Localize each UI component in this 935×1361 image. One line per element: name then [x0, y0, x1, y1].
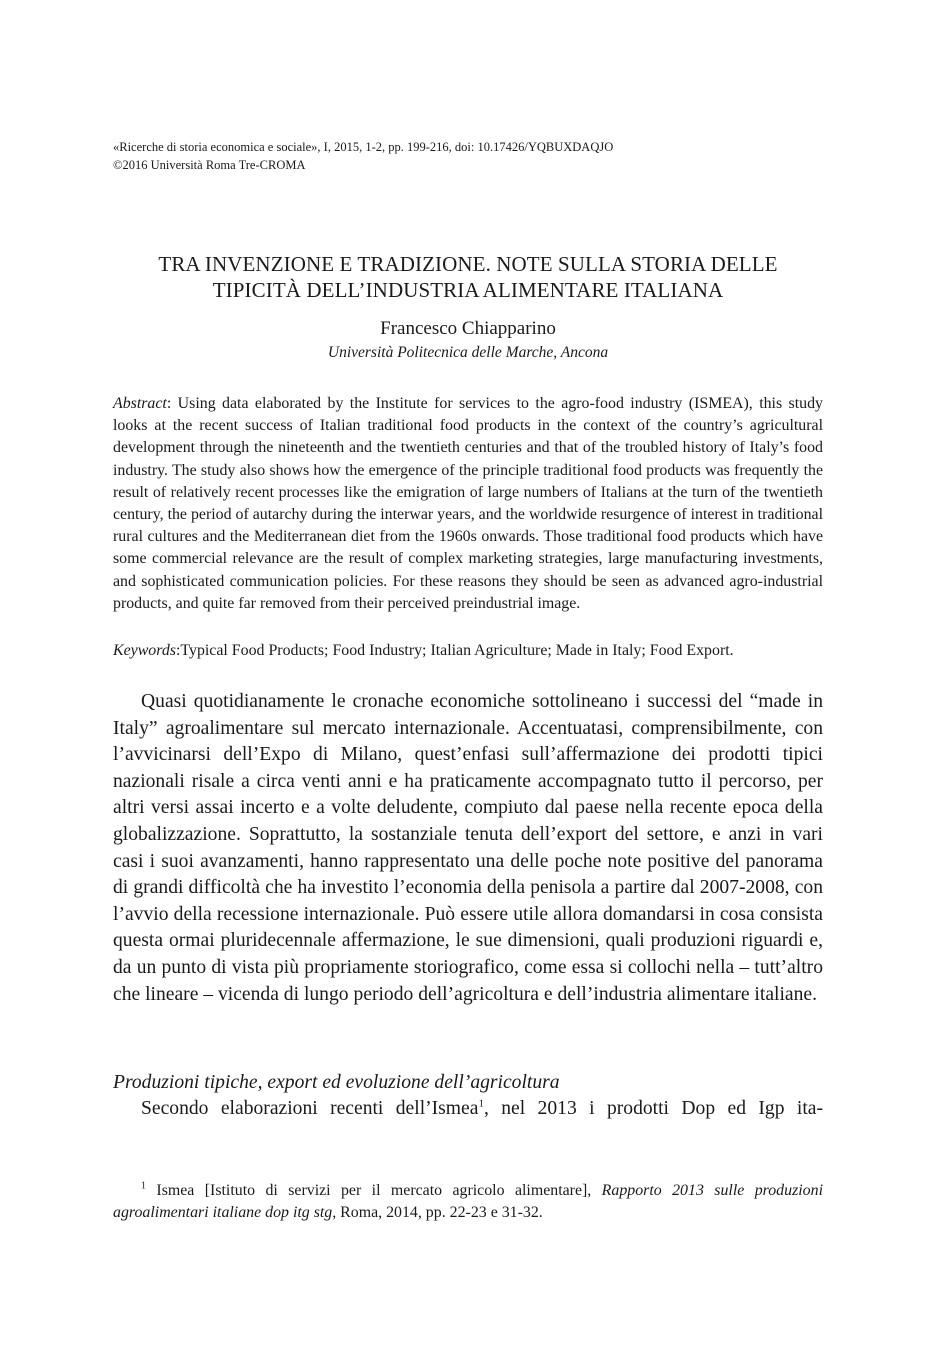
abstract-label: Abstract — [113, 395, 167, 412]
journal-header — [113, 138, 823, 174]
paragraph-2-text-continued: , nel 2013 i prodotti Dop ed Igp ita- — [483, 1098, 823, 1119]
title-line-2: TIPICITÀ DELL’INDUSTRIA ALIMENTARE ITALIANA — [212, 278, 724, 302]
footnote-text-end: , Roma, 2014, pp. 22-23 e 31-32. — [332, 1204, 543, 1222]
title-line-1: TRA INVENZIONE E TRADIZIONE. NOTE SULLA STORIA DELLE — [158, 252, 778, 276]
footnote-reference: 1 — [478, 1097, 484, 1110]
paragraph-2-text: Secondo elaborazioni recenti dell’Ismea — [141, 1098, 479, 1119]
body-paragraph-2 — [113, 1096, 823, 1123]
footnote — [113, 1180, 823, 1225]
citation-line: «Ricerche di storia economica e sociale», I, 2015, 1-2, pp. 199-216, doi: 10.17426/YQBUXDAQJO — [113, 140, 614, 154]
keywords — [113, 640, 823, 662]
keywords-label: Keywords — [113, 642, 176, 659]
author-name: Francesco Chiapparino — [380, 318, 556, 339]
footnote-marker: 1 — [141, 1180, 146, 1192]
body-paragraph-1: Quasi quotidianamente le cronache economiche sottolineano i successi del “made in Italy” agroalimentare sul mercato internazionale. Accentuatasi, comprensibilmente, con l’avvicinarsi dell’Expo di Milano, quest’enfasi sull’affermazione dei prodotti tipici nazionali risale a circa venti anni e ha praticamente accompagnato tutto il percorso, per altri versi assai incerto e a volte deludente, compiuto dal paese nella recente epoca della globalizzazione. Soprattutto, la sostanziale tenuta dell’export del settore, e anzi in vari casi i suoi avanzamenti, hanno rappresentato una delle poche note positive del panorama di grandi difficoltà che ha investito l’economia della penisola a partire dal 2007-2008, con l’avvio della recessione internazionale. Può essere utile allora domandarsi in cosa consista questa ormai pluridecennale affermazione, le sue dimensioni, quali produzioni riguardi e, da un punto di vista più propriamente storiografico, come essa si collochi nella – tutt’altro che lineare – vicenda di lungo periodo dell’agricoltura e dell’industria alimentare italiane. — [113, 691, 823, 1005]
copyright-line: ©2016 Università Roma Tre-CROMA — [113, 158, 306, 172]
article-title — [113, 251, 823, 303]
section-heading: Produzioni tipiche, export ed evoluzione dell’agricoltura — [113, 1072, 560, 1093]
keywords-text: :Typical Food Products; Food Industry; Italian Agriculture; Made in Italy; Food Export. — [175, 642, 734, 659]
author-affiliation: Università Politecnica delle Marche, Ancona — [327, 344, 609, 361]
footnote-title: Rapporto 2013 sulle produzioni agroalimentari italiane dop itg stg — [113, 1182, 823, 1222]
footnote-text: Ismea [Istituto di servizi per il mercato agricolo alimentare], — [146, 1182, 602, 1199]
abstract — [113, 393, 823, 615]
abstract-text: : Using data elaborated by the Institute for services to the agro-food industry (ISMEA), this study looks at the recent success of Italian traditional food products in the context of the country’s agricultural development through the nineteenth and the twentieth centuries and that of the troubled history of Italy’s food industry. The study also shows how the emergence of the principle traditional food products was frequently the result of relatively recent processes like the emigration of large numbers of Italians at the turn of the twentieth century, the period of autarchy during the interwar years, and the worldwide resurgence of interest in traditional rural cultures and the Mediterranean diet from the 1960s onwards. Those traditional food products which have some commercial relevance are the result of complex marketing strategies, large manufacturing investments, and sophisticated communication policies. For these reasons they should be seen as advanced agro-industrial products, and quite far removed from their perceived preindustrial image. — [113, 395, 823, 612]
